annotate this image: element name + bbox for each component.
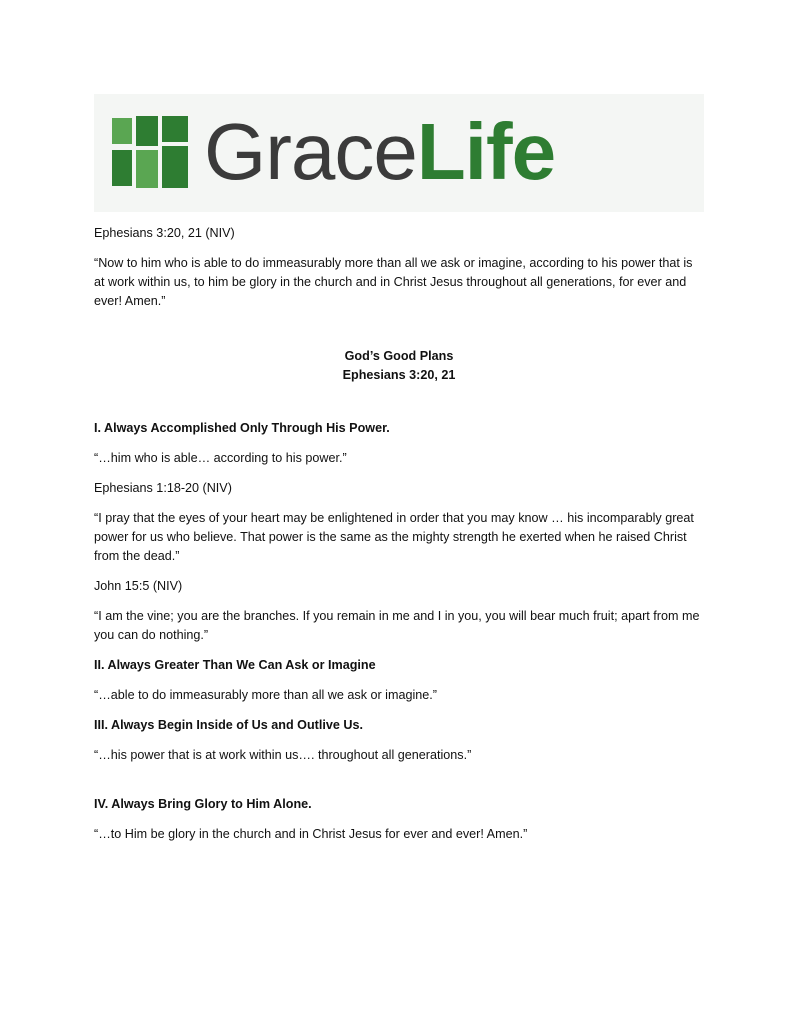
- point-1-quote-2: “I am the vine; you are the branches. If you remain in me and I in you, you will bear much fruit; apart from me you can do nothing.”: [94, 609, 700, 642]
- sermon-title: God’s Good Plans: [344, 349, 454, 363]
- point-1-reference-2: John 15:5 (NIV): [94, 579, 183, 593]
- intro-quote: “Now to him who is able to do immeasurably more than all we ask or imagine, according to his power that is at work within us, to him be glory in the church and in Christ Jesus throughout all generations, for ever and ever! Amen.”: [94, 256, 693, 308]
- point-1-reference-1: Ephesians 1:18-20 (NIV): [94, 481, 232, 495]
- point-2-heading: II. Always Greater Than We Can Ask or Imagine: [94, 658, 376, 672]
- point-3-quote: “…his power that is at work within us…. throughout all generations.”: [94, 748, 472, 762]
- point-3-heading: III. Always Begin Inside of Us and Outlive Us.: [94, 718, 363, 732]
- logo-grace: Grace: [204, 107, 417, 196]
- point-1-quote: “…him who is able… according to his power.”: [94, 451, 347, 465]
- gracelife-logo: [94, 94, 704, 212]
- point-4-quote: “…to Him be glory in the church and in Christ Jesus for ever and ever! Amen.”: [94, 827, 528, 841]
- point-4-heading: IV. Always Bring Glory to Him Alone.: [94, 797, 312, 811]
- point-1-heading: I. Always Accomplished Only Through His Power.: [94, 421, 390, 435]
- sermon-subtitle: Ephesians 3:20, 21: [342, 368, 456, 382]
- logo-life: Life: [416, 107, 556, 196]
- cross-logo-icon: [112, 116, 190, 188]
- logo-wordmark: [204, 102, 555, 202]
- sermon-notes: [94, 224, 704, 855]
- point-1-quote-1: “I pray that the eyes of your heart may be enlightened in order that you may know … his incomparably great power for us who believe. That power is the same as the mighty strength he exerted when he raised Christ from the dead.”: [94, 511, 694, 563]
- intro-reference: Ephesians 3:20, 21 (NIV): [94, 226, 235, 240]
- point-2-quote: “…able to do immeasurably more than all we ask or imagine.”: [94, 688, 437, 702]
